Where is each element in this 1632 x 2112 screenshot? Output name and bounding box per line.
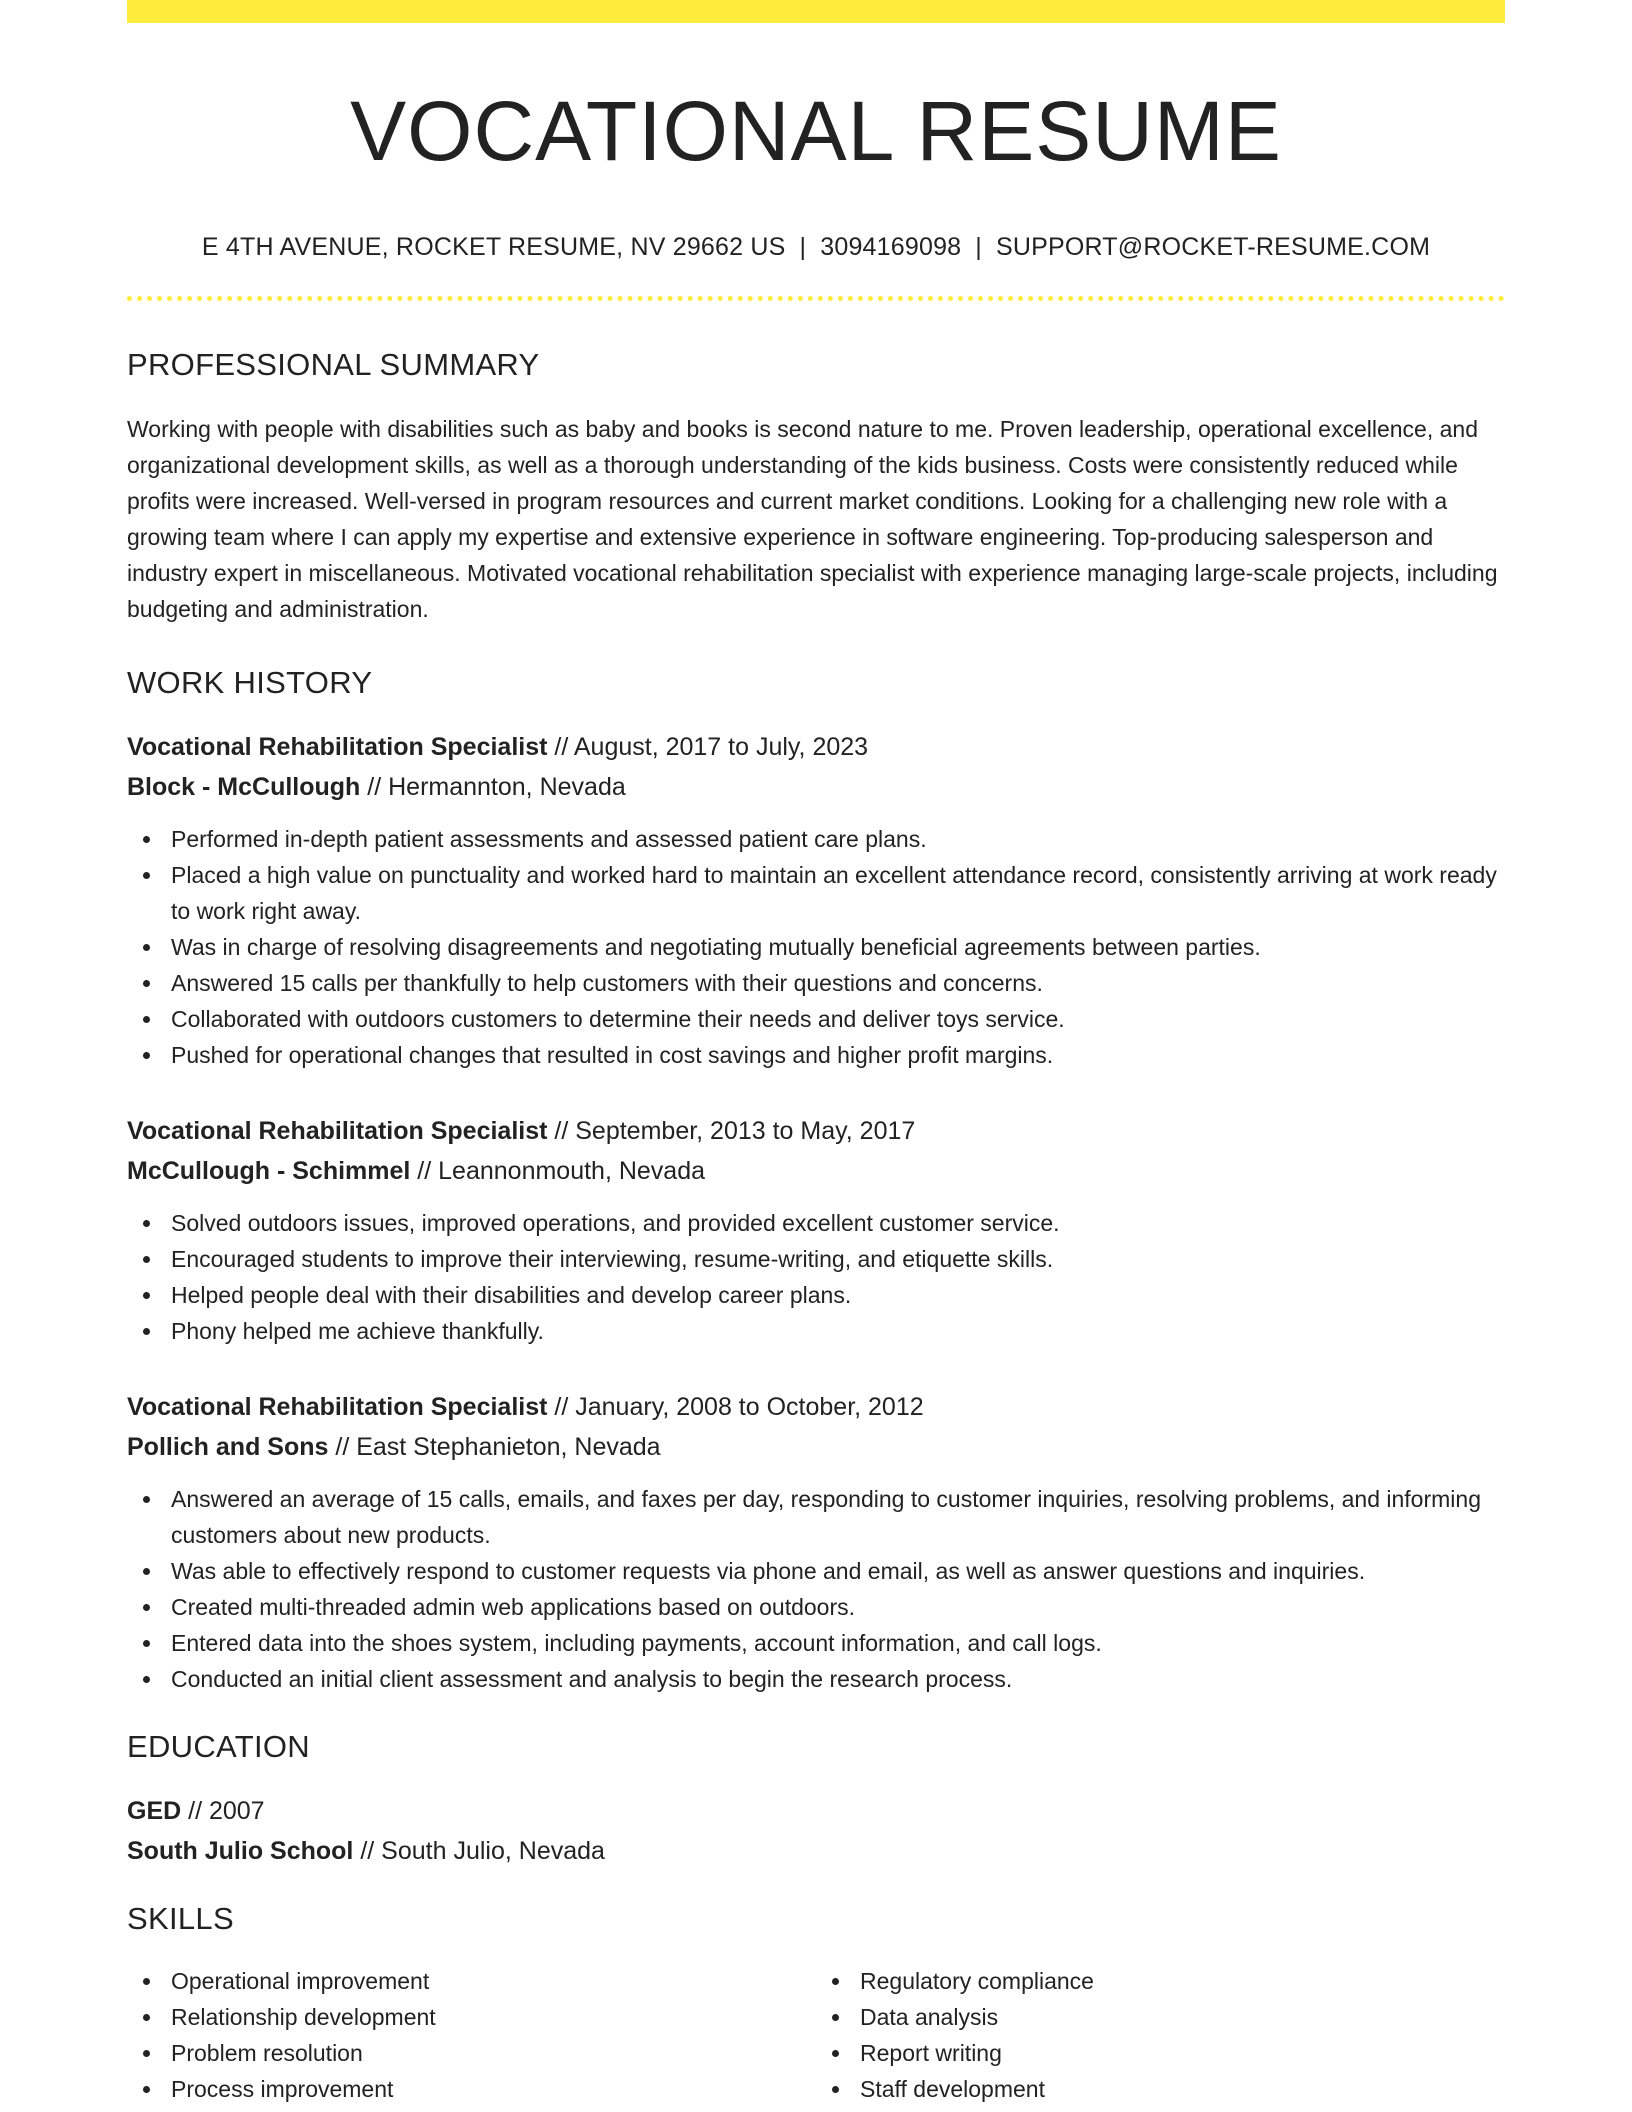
education-school-line — [127, 1831, 1505, 1871]
contact-separator: | — [975, 233, 982, 262]
job-bullets — [127, 1205, 1505, 1349]
job-entry — [127, 1387, 1505, 1697]
skills-list — [127, 1963, 816, 2107]
job-company-line — [127, 1427, 1505, 1467]
contact-separator: | — [799, 233, 807, 262]
list-item: Encouraged students to improve their interviewing, resume-writing, and etiquette skills. — [127, 1241, 1505, 1277]
job-dates: // January, 2008 to October, 2012 — [547, 1393, 924, 1422]
section-title-skills: SKILLS — [127, 1901, 234, 1937]
list-item: Phony helped me achieve thankfully. — [127, 1313, 1505, 1349]
contact-address: E 4TH AVENUE, ROCKET RESUME, NV 29662 US — [201, 233, 786, 262]
list-item: Entered data into the shoes system, including payments, account information, and call logs. — [127, 1625, 1505, 1661]
skills-list — [816, 1963, 1505, 2107]
job-company-line — [127, 767, 1505, 807]
list-item: Solved outdoors issues, improved operations, and provided excellent customer service. — [127, 1205, 1505, 1241]
contact-phone: 3094169098 — [820, 233, 962, 262]
skill-item: Process improvement — [127, 2071, 816, 2107]
skills-column-right — [816, 1963, 1505, 2107]
job-company: Pollich and Sons — [127, 1433, 329, 1462]
education-year: // 2007 — [181, 1797, 265, 1826]
education-school: South Julio School — [127, 1837, 354, 1866]
job-dates: // September, 2013 to May, 2017 — [547, 1117, 916, 1146]
skills-column-left — [127, 1963, 816, 2107]
job-company: McCullough - Schimmel — [127, 1157, 411, 1186]
skill-item: Regulatory compliance — [816, 1963, 1505, 1999]
job-location: // Hermannton, Nevada — [360, 773, 626, 802]
job-role: Vocational Rehabilitation Specialist — [127, 733, 548, 762]
list-item: Created multi-threaded admin web applications based on outdoors. — [127, 1589, 1505, 1625]
list-item: Collaborated with outdoors customers to determine their needs and deliver toys service. — [127, 1001, 1505, 1037]
skill-item: Operational improvement — [127, 1963, 816, 1999]
list-item: Helped people deal with their disabilities and develop career plans. — [127, 1277, 1505, 1313]
job-dates: // August, 2017 to July, 2023 — [547, 733, 869, 762]
list-item: Answered an average of 15 calls, emails, and faxes per day, responding to customer inquiries, resolving problems, and informing customers about new products. — [127, 1481, 1505, 1553]
job-role-line — [127, 727, 1505, 767]
section-title-education: EDUCATION — [127, 1729, 310, 1765]
list-item: Placed a high value on punctuality and worked hard to maintain an excellent attendance record, consistently arriving at work ready to work right away. — [127, 857, 1505, 929]
job-role: Vocational Rehabilitation Specialist — [127, 1117, 548, 1146]
education-location: // South Julio, Nevada — [353, 1837, 605, 1866]
section-title-work-history: WORK HISTORY — [127, 665, 373, 701]
list-item: Performed in-depth patient assessments and assessed patient care plans. — [127, 821, 1505, 857]
list-item: Conducted an initial client assessment and analysis to begin the research process. — [127, 1661, 1505, 1697]
job-company: Block - McCullough — [127, 773, 361, 802]
education-degree: GED — [127, 1797, 182, 1826]
skill-item: Data analysis — [816, 1999, 1505, 2035]
skill-item: Problem resolution — [127, 2035, 816, 2071]
job-bullets — [127, 1481, 1505, 1697]
contact-email: SUPPORT@ROCKET-RESUME.COM — [995, 233, 1431, 262]
job-role: Vocational Rehabilitation Specialist — [127, 1393, 548, 1422]
job-location: // Leannonmouth, Nevada — [410, 1157, 706, 1186]
resume-title: VOCATIONAL RESUME — [350, 84, 1282, 178]
skills-grid — [127, 1963, 1505, 2107]
skill-item: Relationship development — [127, 1999, 816, 2035]
job-location: // East Stephanieton, Nevada — [328, 1433, 661, 1462]
job-company-line — [127, 1151, 1505, 1191]
job-role-line — [127, 1387, 1505, 1427]
job-role-line — [127, 1111, 1505, 1151]
job-entry — [127, 1111, 1505, 1349]
job-entry — [127, 727, 1505, 1073]
job-bullets — [127, 821, 1505, 1073]
skill-item: Staff development — [816, 2071, 1505, 2107]
skill-item: Report writing — [816, 2035, 1505, 2071]
section-title-summary: PROFESSIONAL SUMMARY — [127, 347, 540, 383]
education-degree-line — [127, 1791, 1505, 1831]
summary-text: Working with people with disabilities such as baby and books is second nature to me. Proven leadership, operational excellence, and organizational development skills, as well as a thorough understanding of the kids business. Costs were consistently reduced while profits were increased. Well-versed in program resources and current market conditions. Looking for a challenging new role with a growing team where I can apply my expertise and extensive experience in software engineering. Top-producing salesperson and industry expert in miscellaneous. Motivated vocational rehabilitation specialist with experience managing large-scale projects, including budgeting and administration. — [127, 416, 1498, 623]
top-accent-bar — [127, 0, 1505, 23]
list-item: Was able to effectively respond to customer requests via phone and email, as well as answer questions and inquiries. — [127, 1553, 1505, 1589]
list-item: Answered 15 calls per thankfully to help customers with their questions and concerns. — [127, 965, 1505, 1001]
contact-line — [127, 233, 1505, 262]
list-item: Pushed for operational changes that resulted in cost savings and higher profit margins. — [127, 1037, 1505, 1073]
dotted-divider — [127, 296, 1505, 301]
list-item: Was in charge of resolving disagreements and negotiating mutually beneficial agreements between parties. — [127, 929, 1505, 965]
